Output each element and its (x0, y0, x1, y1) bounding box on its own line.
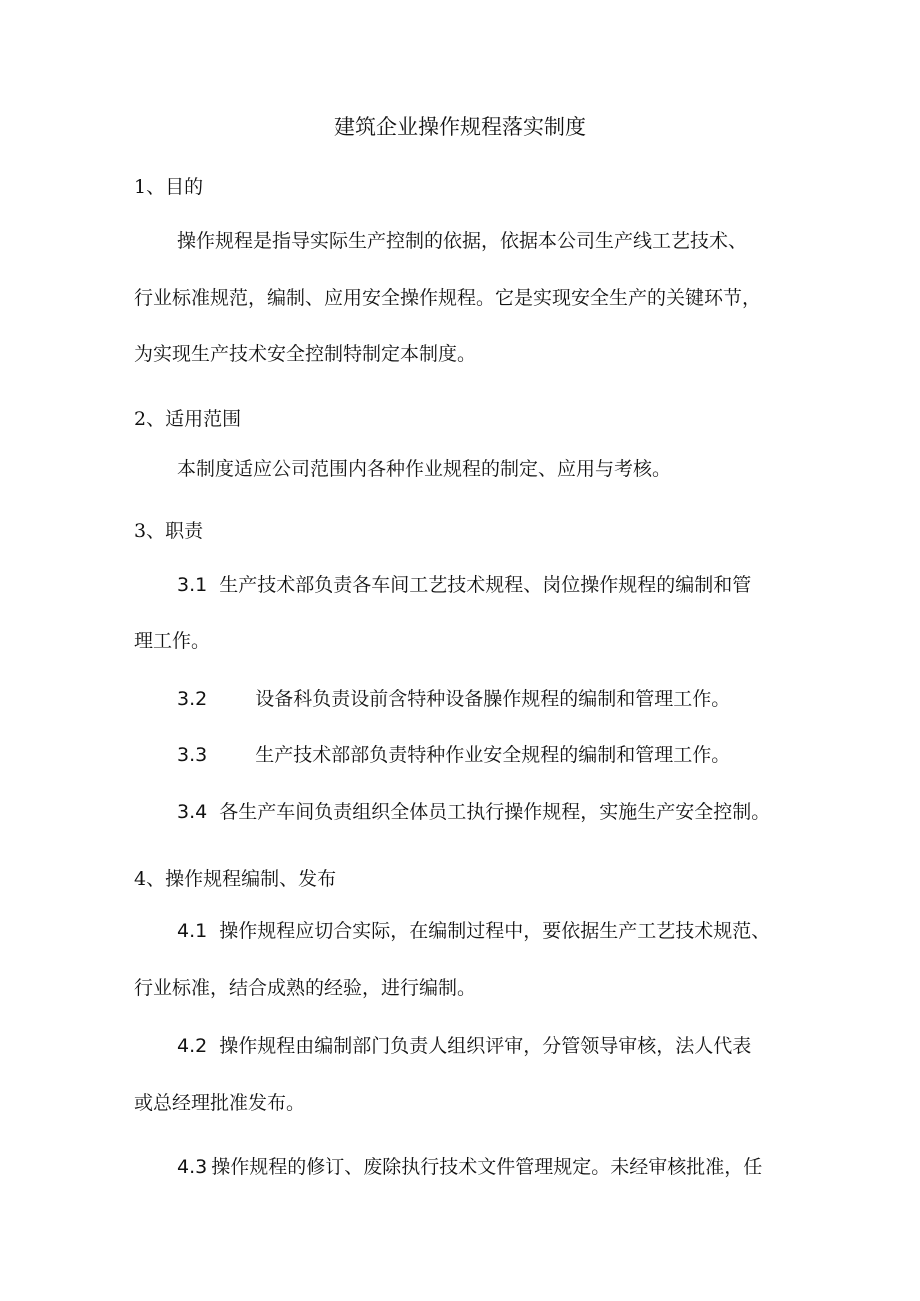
section-heading-2: 2、适用范围 (134, 408, 242, 430)
clause-text: 操作规程的修订、废除执行技术文件管理规定。未经审核批准，任 (211, 1156, 763, 1178)
section-heading-1: 1、目的 (134, 176, 204, 198)
paragraph-line: 理工作。 (134, 630, 211, 652)
paragraph-line: 行业标准规范，编制、应用安全操作规程。它是实现安全生产的关键环节， (134, 287, 762, 309)
clause-number: 4.2 (177, 1035, 208, 1057)
clause-text: 生产技术部部负责特种作业安全规程的编制和管理工作。 (255, 744, 731, 766)
clause-3-3 (177, 742, 730, 768)
clause-text: 操作规程应切合实际，在编制过程中，要依据生产工艺技术规范、 (219, 920, 771, 942)
clause-text: 操作规程由编制部门负责人组织评审，分管领导审核，法人代表 (219, 1035, 752, 1057)
clause-number: 3.2 (177, 688, 208, 710)
paragraph-line: 本制度适应公司范围内各种作业规程的制定、应用与考核。 (177, 458, 672, 480)
clause-3-1 (177, 572, 751, 598)
clause-number: 4.1 (177, 920, 208, 942)
paragraph-line: 或总经理批准发布。 (134, 1092, 306, 1114)
clause-3-4 (177, 799, 770, 825)
clause-text: 各生产车间负责组织全体员工执行操作规程，实施生产安全控制。 (219, 801, 771, 823)
clause-number: 4.3 (177, 1156, 208, 1178)
clause-4-1 (177, 918, 770, 944)
clause-number: 3.3 (177, 744, 208, 766)
clause-text: 生产技术部负责各车间工艺技术规程、岗位操作规程的编制和管 (219, 574, 752, 596)
paragraph-line: 为实现生产技术安全控制特制定本制度。 (134, 343, 477, 365)
clause-number: 3.4 (177, 801, 208, 823)
clause-3-2 (177, 686, 730, 712)
paragraph-line: 行业标准，结合成熟的经验，进行编制。 (134, 977, 477, 999)
clause-4-2 (177, 1033, 751, 1059)
paragraph-line: 操作规程是指导实际生产控制的依据，依据本公司生产线工艺技术、 (177, 230, 748, 252)
section-heading-4: 4、操作规程编制、发布 (134, 868, 337, 890)
clause-4-3 (177, 1154, 762, 1180)
clause-number: 3.1 (177, 574, 208, 596)
clause-text: 设备科负责设前含特种设备臊作规程的编制和管理工作。 (255, 688, 731, 710)
page-title: 建筑企业操作规程落实制度 (334, 115, 586, 139)
section-heading-3: 3、职责 (134, 520, 204, 542)
